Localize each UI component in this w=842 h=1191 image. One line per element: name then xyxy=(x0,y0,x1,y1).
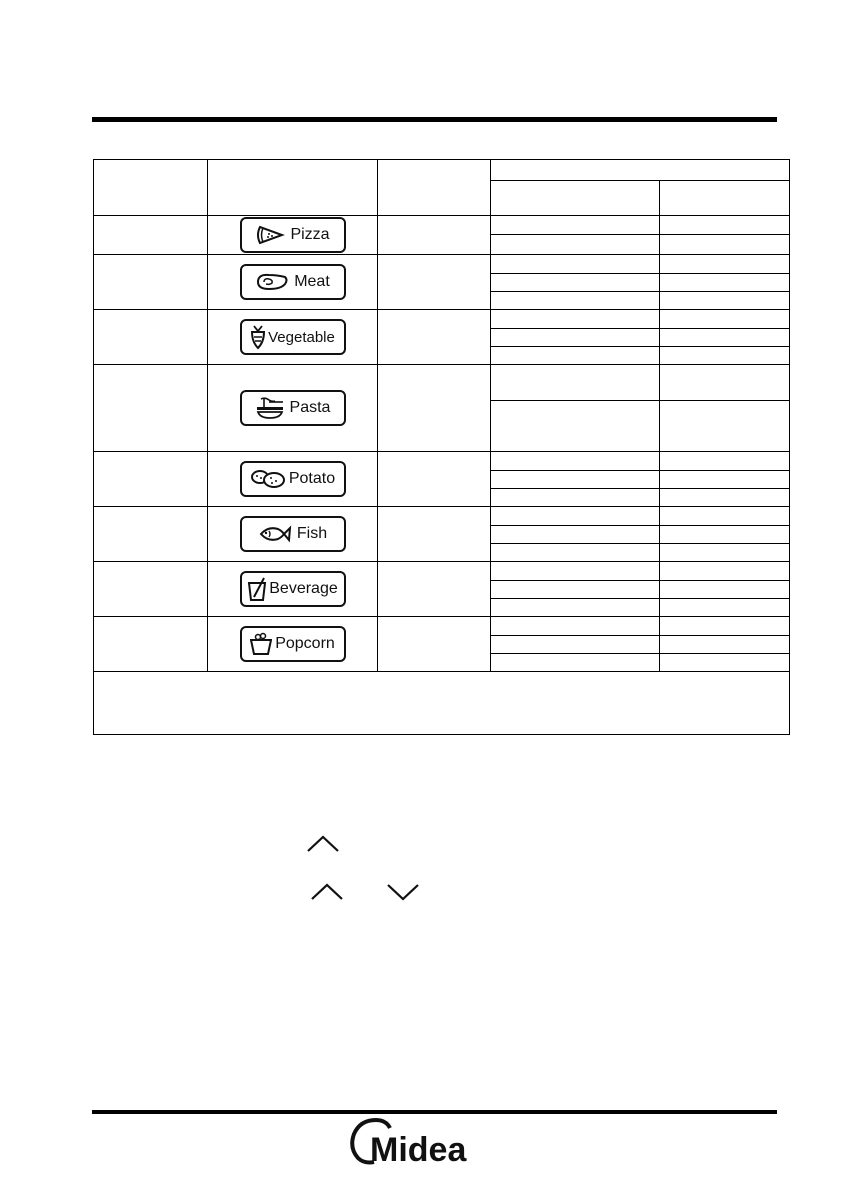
cup-icon xyxy=(247,576,267,602)
pasta-label: Pasta xyxy=(289,399,331,416)
button-cell xyxy=(208,617,378,672)
time-cell xyxy=(660,636,790,654)
time-cell xyxy=(660,216,790,235)
fish-label: Fish xyxy=(296,525,328,542)
steak-icon xyxy=(255,271,289,293)
time-cell xyxy=(660,507,790,526)
weight-cell xyxy=(491,507,660,526)
menu-cell xyxy=(94,310,208,365)
pizza-label: Pizza xyxy=(290,226,330,243)
menu-cell xyxy=(378,452,491,507)
beverage-button[interactable] xyxy=(240,571,346,607)
beverage-label: Beverage xyxy=(269,580,338,597)
menu-cell xyxy=(378,507,491,562)
weight-cell xyxy=(491,489,660,507)
weight-cell xyxy=(491,274,660,292)
meat-label: Meat xyxy=(294,273,330,290)
note-cell xyxy=(94,672,790,735)
chevron-up-icon xyxy=(310,882,344,902)
time-cell xyxy=(660,365,790,401)
pasta-plate-icon xyxy=(255,396,285,420)
header-cell xyxy=(378,160,491,216)
time-cell xyxy=(660,471,790,489)
menu-cell xyxy=(378,255,491,310)
popcorn-bucket-icon xyxy=(250,632,272,656)
menu-cell xyxy=(94,452,208,507)
menu-cell xyxy=(94,617,208,672)
popcorn-label: Popcorn xyxy=(275,635,335,652)
weight-cell xyxy=(491,255,660,274)
popcorn-button[interactable] xyxy=(240,626,346,662)
time-cell xyxy=(660,235,790,255)
time-cell xyxy=(660,347,790,365)
time-cell xyxy=(660,617,790,636)
pasta-button[interactable] xyxy=(240,390,346,426)
weight-cell xyxy=(491,401,660,452)
menu-cell xyxy=(94,365,208,452)
time-cell xyxy=(660,274,790,292)
button-cell xyxy=(208,365,378,452)
weight-cell xyxy=(491,292,660,310)
midea-logo xyxy=(346,1114,480,1170)
time-cell xyxy=(660,489,790,507)
time-cell xyxy=(660,599,790,617)
menu-cell xyxy=(378,365,491,452)
time-cell xyxy=(660,310,790,329)
pizza-slice-icon xyxy=(255,224,285,246)
button-cell xyxy=(208,507,378,562)
menu-cell xyxy=(94,562,208,617)
button-cell xyxy=(208,310,378,365)
chevron-down-icon xyxy=(386,882,420,902)
weight-cell xyxy=(491,654,660,672)
vegetable-label: Vegetable xyxy=(268,328,335,346)
header-rule xyxy=(92,117,777,122)
header-cell xyxy=(491,181,660,216)
menu-cell xyxy=(378,617,491,672)
menu-cell xyxy=(378,310,491,365)
time-cell xyxy=(660,292,790,310)
menu-cell xyxy=(378,216,491,255)
button-cell xyxy=(208,452,378,507)
header-cell xyxy=(208,160,378,216)
weight-cell xyxy=(491,216,660,235)
menu-cell xyxy=(94,255,208,310)
button-cell xyxy=(208,255,378,310)
time-cell xyxy=(660,581,790,599)
weight-cell xyxy=(491,310,660,329)
time-cell xyxy=(660,544,790,562)
weight-cell xyxy=(491,365,660,401)
header-cell xyxy=(94,160,208,216)
potatoes-icon xyxy=(250,468,286,490)
header-cell xyxy=(660,181,790,216)
weight-cell xyxy=(491,581,660,599)
vegetable-button[interactable] xyxy=(240,319,346,355)
weight-cell xyxy=(491,347,660,365)
weight-cell xyxy=(491,526,660,544)
carrot-icon xyxy=(250,324,266,350)
button-cell xyxy=(208,216,378,255)
potato-button[interactable] xyxy=(240,461,346,497)
weight-cell xyxy=(491,599,660,617)
menu-cell xyxy=(94,507,208,562)
auto-menu-table xyxy=(93,159,790,735)
time-cell xyxy=(660,255,790,274)
chevron-up-icon xyxy=(306,834,340,854)
weight-cell xyxy=(491,544,660,562)
fish-icon xyxy=(258,523,292,545)
time-cell xyxy=(660,329,790,347)
menu-cell xyxy=(94,216,208,255)
time-cell xyxy=(660,452,790,471)
time-cell xyxy=(660,654,790,672)
time-cell xyxy=(660,526,790,544)
weight-cell xyxy=(491,617,660,636)
header-cell xyxy=(491,160,790,181)
weight-cell xyxy=(491,329,660,347)
menu-cell xyxy=(378,562,491,617)
weight-cell xyxy=(491,562,660,581)
pizza-button[interactable] xyxy=(240,217,346,253)
meat-button[interactable] xyxy=(240,264,346,300)
time-cell xyxy=(660,562,790,581)
weight-cell xyxy=(491,471,660,489)
button-cell xyxy=(208,562,378,617)
logo-text: Midea xyxy=(370,1131,467,1169)
potato-label: Potato xyxy=(288,470,336,487)
time-cell xyxy=(660,401,790,452)
weight-cell xyxy=(491,235,660,255)
weight-cell xyxy=(491,636,660,654)
fish-button[interactable] xyxy=(240,516,346,552)
weight-cell xyxy=(491,452,660,471)
